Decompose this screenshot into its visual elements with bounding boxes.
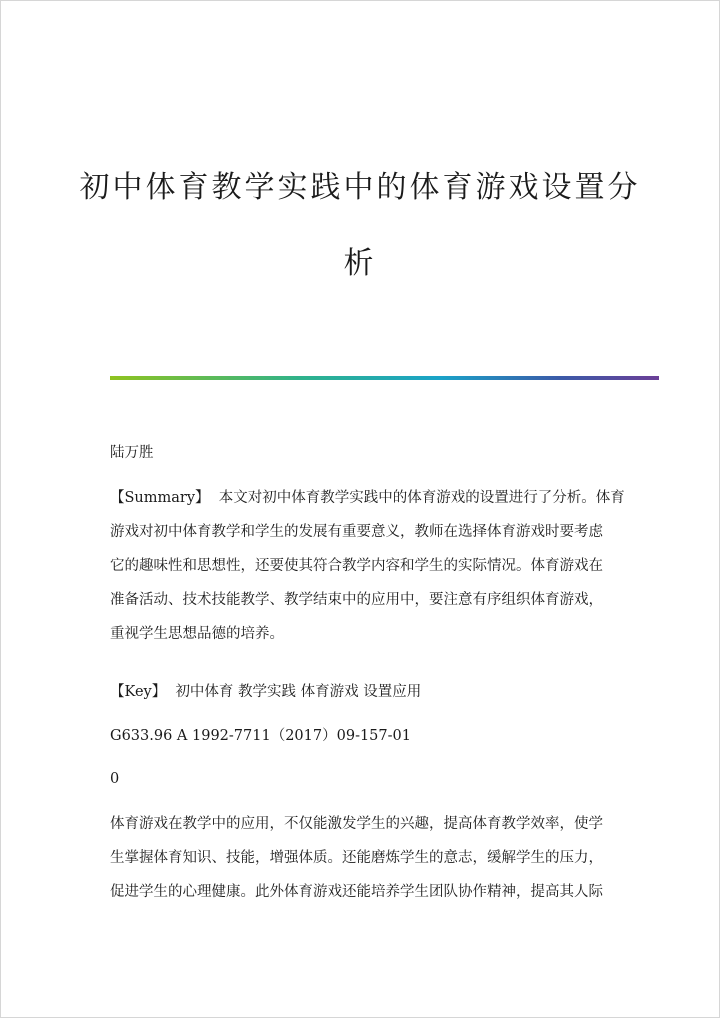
- summary-line-4: 准备活动、技术技能教学、教学结束中的应用中，要注意有序组织体育游戏，: [110, 592, 603, 608]
- section-number: 0: [110, 771, 120, 787]
- keywords-line: [110, 677, 610, 707]
- body-line-1: 体育游戏在教学中的应用，不仅能激发学生的兴趣，提高体育教学效率，使学: [110, 816, 603, 832]
- keywords-label: 【Key】: [110, 684, 167, 700]
- gradient-divider: [110, 376, 659, 380]
- summary-line-3: 它的趣味性和思想性，还要使其符合教学内容和学生的实际情况。体育游戏在: [110, 558, 603, 574]
- title-line-2: 析: [343, 246, 377, 281]
- classification-code: G633.96 A 1992-7711（2017）09-157-01: [110, 728, 411, 744]
- title-line-1: 初中体育教学实践中的体育游戏设置分: [79, 170, 641, 205]
- summary-line-2: 游戏对初中体育教学和学生的发展有重要意义，教师在选择体育游戏时要考虑: [110, 524, 603, 540]
- body-line-3: 促进学生的心理健康。此外体育游戏还能培养学生团队协作精神，提高其人际: [110, 884, 603, 900]
- summary-line-5: 重视学生思想品德的培养。: [110, 626, 284, 642]
- summary-line-1: [110, 483, 625, 513]
- author-name: 陆万胜: [110, 445, 154, 461]
- summary-label: 【Summary】: [110, 490, 210, 506]
- body-line-2: 生掌握体育知识、技能，增强体质。还能磨炼学生的意志，缓解学生的压力，: [110, 850, 603, 866]
- keywords-text: 初中体育 教学实践 体育游戏 设置应用: [175, 684, 422, 700]
- summary-text-1: 本文对初中体育教学实践中的体育游戏的设置进行了分析。体育: [218, 490, 625, 506]
